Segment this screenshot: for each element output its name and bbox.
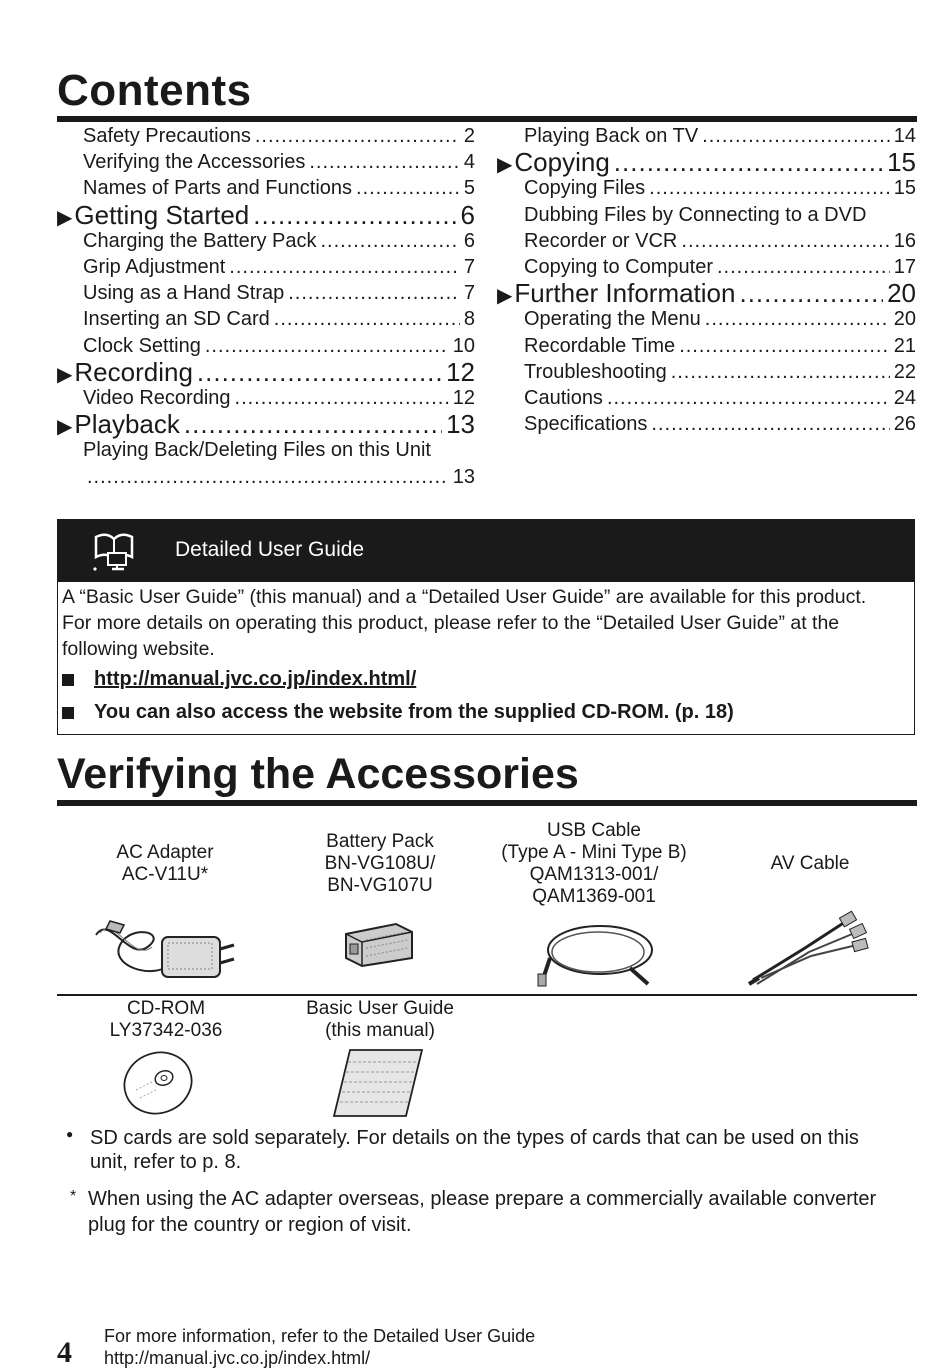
bullet-dot-icon: ● [66,1127,74,1141]
toc-entry-label: Further Information [514,278,736,309]
toc-entry-page: 7 [463,282,475,305]
usb-cable-icon [530,912,660,988]
guide-paragraph-line-3: following website. [62,638,215,660]
toc-entry [83,439,475,462]
toc-leader-dots [229,256,460,279]
detailed-user-guide-box [57,519,915,735]
toc-entry-label: Grip Adjustment [83,256,226,278]
toc-leader-dots [288,282,460,305]
toc-entry-label: Video Recording [83,387,231,409]
toc-entry-page: 6 [460,199,475,230]
toc-entry-page: 21 [893,334,916,357]
toc-leader-dots [235,387,449,410]
toc-entry [83,256,475,279]
square-bullet-icon [62,707,74,719]
toc-entry [83,282,475,305]
toc-section-entry [497,147,916,178]
toc-entry-label: Recorder or VCR [524,229,678,252]
toc-entry-page: 13 [452,465,475,488]
toc-leader-dots [320,230,459,253]
accessory-usb-cable-label: USB Cable (Type A - Mini Type B) QAM1313-001/ QAM1369-001 [501,820,687,907]
toc-entry [524,308,916,331]
toc-entry [524,413,916,436]
toc-entry-label: Cautions [524,387,603,409]
accessory-ac-adapter-label: AC Adapter AC-V11U* [116,842,214,885]
accessories-title: Verifying the Accessories [57,750,579,798]
guide-cdrom-bullet [62,701,734,724]
toc-entry [83,335,475,358]
toc-entry-page: 13 [446,409,475,440]
toc-entry-page: 2 [463,125,475,147]
toc-entry [524,387,916,410]
toc-entry-page: 22 [893,360,916,383]
toc-entry-label: Clock Setting [83,334,201,357]
accessories-row-divider [57,994,917,996]
toc-entry-page: 7 [463,256,475,278]
toc-leader-dots [607,387,890,410]
toc-entry-page: 4 [463,151,475,174]
toc-entry-label: Recording [74,356,193,387]
toc-entry-label: Names of Parts and Functions [83,177,353,200]
toc-entry-label: Operating the Menu [524,308,701,331]
toc-entry-label: Safety Precautions [83,125,251,147]
toc-leader-dots [739,278,883,309]
toc-leader-dots [309,151,460,174]
toc-leader-dots [356,177,460,200]
section-arrow-icon: ▶ [497,285,513,308]
toc-entry-label: Getting Started [74,199,250,230]
toc-entry [524,230,916,253]
toc-section-entry [497,278,916,309]
toc-entry-page: 15 [887,147,916,178]
toc-entry-page: 17 [893,256,916,278]
toc-entry [83,230,475,253]
toc-entry-page: 6 [463,229,475,252]
toc-entry [83,387,475,410]
toc-entry-label: Using as a Hand Strap [83,282,285,305]
toc-entry-page: 26 [893,413,916,436]
toc-leader-dots [87,466,449,489]
toc-entry-page: 20 [893,308,916,331]
toc-leader-dots [255,125,460,148]
contents-rule [57,116,917,122]
av-cable-icon [745,908,870,988]
toc-leader-dots [702,125,890,148]
toc-leader-dots [205,335,449,358]
toc-leader-dots [717,256,890,279]
toc-entry [83,308,475,331]
toc-entry [524,335,916,358]
toc-entry-page: 16 [893,229,916,252]
toc-entry-page: 5 [463,177,475,200]
ac-adapter-note-line-2: plug for the country or region of visit. [88,1214,412,1236]
toc-entry-label: Inserting an SD Card [83,308,270,331]
section-arrow-icon: ▶ [497,154,513,177]
toc-entry-label: Verifying the Accessories [83,151,306,174]
toc-entry-label: Copying [514,147,610,178]
toc-leader-dots [197,357,442,388]
toc-entry-page: 20 [887,278,916,309]
accessory-cd-rom-label: CD-ROM LY37342-036 [109,998,223,1041]
guide-header-bar [58,520,914,582]
asterisk-marker: * [70,1188,77,1205]
accessory-battery-pack-label: Battery Pack BN-VG108U/ BN-VG107U [324,831,436,896]
square-bullet-icon [62,674,74,686]
toc-entry-page: 15 [893,177,916,200]
sd-card-note-line-2: unit, refer to p. 8. [90,1151,242,1173]
toc-leader-dots [253,200,456,231]
manual-icon [330,1046,426,1120]
toc-entry [524,204,916,227]
guide-paragraph-line-1: A “Basic User Guide” (this manual) and a “Detailed User Guide” are available for this product. [62,586,867,608]
toc-entry-label: Recordable Time [524,334,676,357]
toc-leader-dots [274,308,460,331]
toc-entry-label: Playback [74,409,180,440]
toc-entry [83,125,475,148]
toc-entry [83,151,475,174]
accessories-rule [57,800,917,806]
toc-entry-label: Dubbing Files by Connecting to a DVD [524,203,867,226]
toc-leader-dots [184,409,442,440]
section-arrow-icon: ▶ [57,416,73,439]
footer-url[interactable]: http://manual.jvc.co.jp/index.html/ [104,1348,371,1368]
toc-entry-page: 12 [452,387,475,409]
page-number: 4 [57,1336,72,1369]
battery-pack-icon [340,918,418,970]
guide-title: Detailed User Guide [175,538,365,561]
toc-leader-dots [671,361,890,384]
toc-entry [83,177,475,200]
toc-entry-label: Playing Back/Deleting Files on this Unit [83,439,431,462]
toc-entry [524,125,916,148]
toc-entry-page: 10 [452,334,475,357]
toc-entry [83,466,475,489]
toc-entry-label: Playing Back on TV [524,125,699,147]
footer-line-1: For more information, refer to the Detailed User Guide [104,1326,536,1346]
ac-adapter-note-line-1: When using the AC adapter overseas, please prepare a commercially available converter [88,1188,877,1210]
accessory-av-cable-label: AV Cable [770,853,850,874]
sd-card-note-line-1: SD cards are sold separately. For details on the types of cards that can be used on this [90,1127,859,1149]
accessory-manual-label: Basic User Guide (this manual) [306,998,454,1041]
ac-adapter-icon [90,905,240,987]
guide-cdrom-note: You can also access the website from the supplied CD-ROM. (p. 18) [94,701,734,723]
toc-leader-dots [705,308,890,331]
toc-section-entry [57,409,475,440]
toc-leader-dots [681,230,889,253]
toc-entry-page: 12 [446,356,475,387]
toc-section-entry [57,357,475,388]
guide-url-bullet [62,668,416,691]
toc-leader-dots [649,177,890,200]
toc-entry-page: 24 [893,387,916,409]
toc-entry-label: Copying to Computer [524,256,713,278]
toc-entry-label: Copying Files [524,177,646,200]
toc-entry [524,361,916,384]
toc-entry-label: Troubleshooting [524,360,667,383]
toc-entry [524,177,916,200]
toc-entry [524,256,916,279]
section-arrow-icon: ▶ [57,206,73,229]
toc-entry-page: 14 [893,125,916,147]
toc-entry-label: Specifications [524,413,648,436]
guide-paragraph-line-2: For more details on operating this product, please refer to the “Detailed User Guide” at the [62,612,840,634]
toc-leader-dots [651,413,889,436]
cd-rom-icon [112,1050,204,1116]
toc-leader-dots [679,335,890,358]
toc-entry-label: Charging the Battery Pack [83,229,317,252]
guide-url-link[interactable]: http://manual.jvc.co.jp/index.html/ [94,668,417,690]
section-arrow-icon: ▶ [57,363,73,386]
toc-section-entry [57,200,475,231]
computer-book-icon [90,529,138,573]
contents-title: Contents [57,66,252,115]
toc-entry-page: 8 [463,308,475,331]
toc-leader-dots [614,147,883,178]
